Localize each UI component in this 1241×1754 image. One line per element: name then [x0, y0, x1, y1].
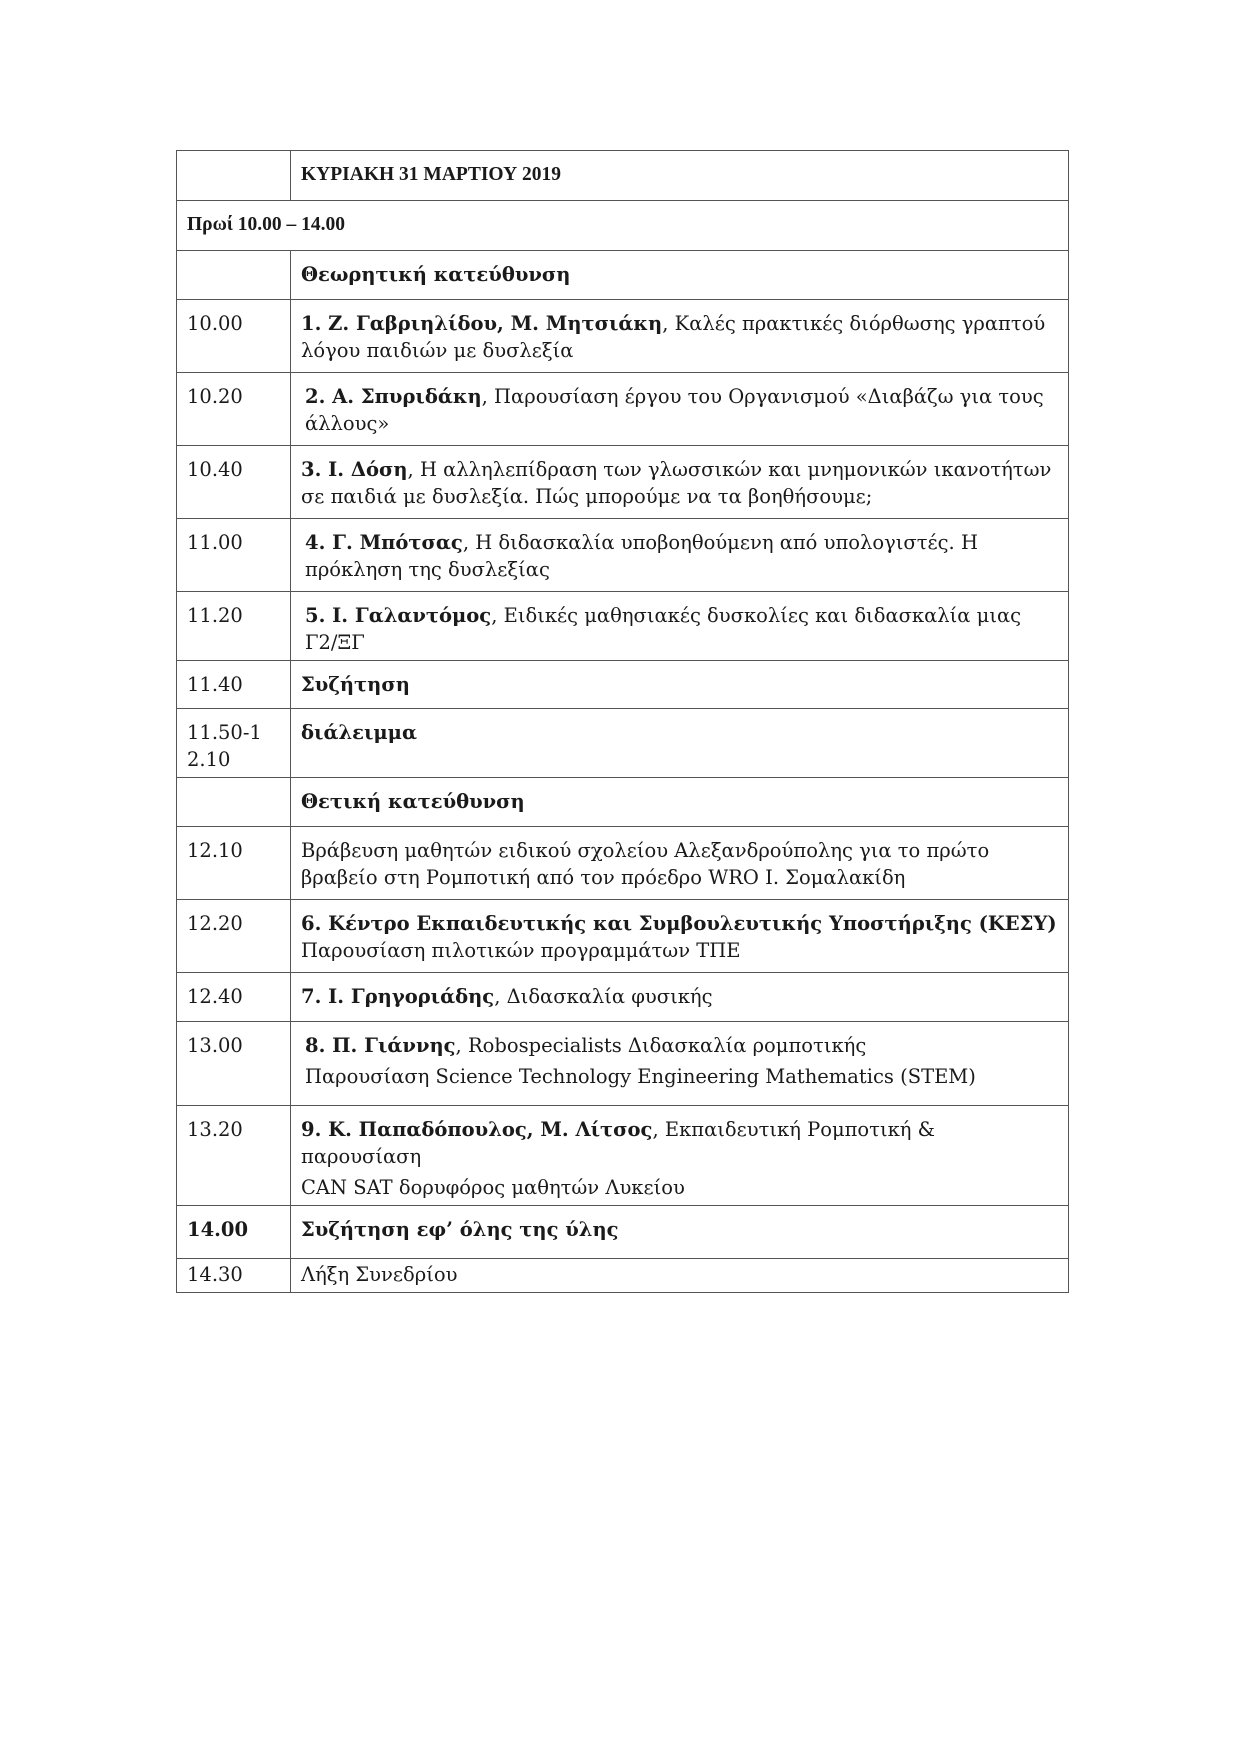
time-cell: 13.20: [177, 1106, 291, 1206]
closing-entry: Λήξη Συνεδρίου: [291, 1259, 1069, 1293]
schedule-table: [176, 150, 1069, 1293]
table-row: [177, 151, 1069, 201]
time-cell: 11.00: [177, 519, 291, 592]
time-cell: 12.10: [177, 827, 291, 900]
discussion-heading: Συζήτηση: [291, 661, 1069, 709]
table-row: [177, 446, 1069, 519]
speaker-name: 5. Ι. Γαλαντόμος: [305, 604, 492, 627]
talk-title: , Η αλληλεπίδραση των γλωσσικών και μνημονικών ικανοτήτων σε παιδιά με δυσλεξία. Πώς μπορούμε να τα βοηθήσουμε;: [301, 458, 1052, 508]
time-cell: 11.40: [177, 661, 291, 709]
speaker-name: 4. Γ. Μπότσας: [305, 531, 463, 554]
time-cell: 14.00: [177, 1206, 291, 1259]
table-row: [177, 592, 1069, 661]
time-cell: 10.20: [177, 373, 291, 446]
speaker-name: 6. Κέντρο Εκπαιδευτικής και Συμβουλευτικής Υποστήριξης (ΚΕΣΥ): [301, 912, 1057, 935]
time-cell: 11.50-12.10: [177, 709, 291, 778]
table-row: [177, 251, 1069, 300]
table-row: [177, 201, 1069, 251]
table-row: [177, 900, 1069, 973]
talk-title-second-line: Παρουσίαση Science Technology Engineering Mathematics (STEM): [305, 1065, 976, 1088]
table-row: [177, 827, 1069, 900]
time-cell: 14.30: [177, 1259, 291, 1293]
program-entry: [291, 446, 1069, 519]
speaker-name: 7. Ι. Γρηγοριάδης: [301, 985, 495, 1008]
talk-title: , Παρουσίαση έργου του Οργανισμού «Διαβάζω για τους άλλους»: [305, 385, 1044, 435]
speaker-name: 1. Ζ. Γαβριηλίδου, Μ. Μητσιάκη: [301, 312, 663, 335]
talk-title-second-line: CAN SAT δορυφόρος μαθητών Λυκείου: [301, 1176, 685, 1199]
table-row: [177, 973, 1069, 1022]
talk-title: , Η διδασκαλία υποβοηθούμενη από υπολογιστές. Η πρόκληση της δυσλεξίας: [305, 531, 978, 581]
talk-title: , Εκπαιδευτική Ρομποτική & παρουσίαση: [301, 1118, 936, 1168]
talk-title: , Διδασκαλία φυσικής: [494, 985, 713, 1008]
program-entry: Βράβευση μαθητών ειδικού σχολείου Αλεξανδρούπολης για το πρώτο βραβείο στη Ρομποτική από τον πρόεδρο WRO Ι. Σομαλακίδη: [291, 827, 1069, 900]
break-heading: διάλειμμα: [291, 709, 1069, 778]
table-row: [177, 373, 1069, 446]
time-cell: 12.40: [177, 973, 291, 1022]
talk-title: , Robospecialists Διδασκαλία ρομποτικής: [455, 1034, 867, 1057]
table-row: [177, 661, 1069, 709]
time-cell: 10.40: [177, 446, 291, 519]
section-heading: Θεωρητική κατεύθυνση: [291, 251, 1069, 300]
program-entry: [291, 519, 1069, 592]
program-entry: [291, 1106, 1069, 1206]
section-heading: Θετική κατεύθυνση: [291, 778, 1069, 827]
table-row: [177, 1259, 1069, 1293]
time-cell: 11.20: [177, 592, 291, 661]
speaker-name: 8. Π. Γιάννης: [305, 1034, 456, 1057]
speaker-name: 3. Ι. Δόση: [301, 458, 408, 481]
discussion-heading: Συζήτηση εφ’ όλης της ύλης: [291, 1206, 1069, 1259]
time-cell: [177, 778, 291, 827]
program-entry: [291, 592, 1069, 661]
speaker-name: 9. Κ. Παπαδόπουλος, Μ. Λίτσος: [301, 1118, 653, 1141]
time-cell: 12.20: [177, 900, 291, 973]
table-row: [177, 1106, 1069, 1206]
program-entry: [291, 900, 1069, 973]
time-cell: 13.00: [177, 1022, 291, 1106]
program-entry: [291, 973, 1069, 1022]
table-row: [177, 1022, 1069, 1106]
talk-title: , Ειδικές μαθησιακές δυσκολίες και διδασκαλία μιας Γ2/ΞΓ: [305, 604, 1022, 654]
time-cell: [177, 151, 291, 201]
time-cell: 10.00: [177, 300, 291, 373]
table-row: [177, 709, 1069, 778]
program-entry: [291, 1022, 1069, 1106]
day-title: ΚΥΡΙΑΚΗ 31 ΜΑΡΤΙΟΥ 2019: [291, 151, 1069, 201]
program-entry: [291, 373, 1069, 446]
table-row: [177, 1206, 1069, 1259]
speaker-name: 2. Α. Σπυριδάκη: [305, 385, 482, 408]
table-row: [177, 519, 1069, 592]
session-title: Πρωί 10.00 – 14.00: [177, 201, 1069, 251]
time-cell: [177, 251, 291, 300]
talk-title: , Καλές πρακτικές διόρθωσης γραπτού λόγου παιδιών με δυσλεξία: [301, 312, 1046, 362]
table-row: [177, 778, 1069, 827]
program-entry: [291, 300, 1069, 373]
talk-title: Παρουσίαση πιλοτικών προγραμμάτων ΤΠΕ: [301, 939, 741, 962]
table-row: [177, 300, 1069, 373]
